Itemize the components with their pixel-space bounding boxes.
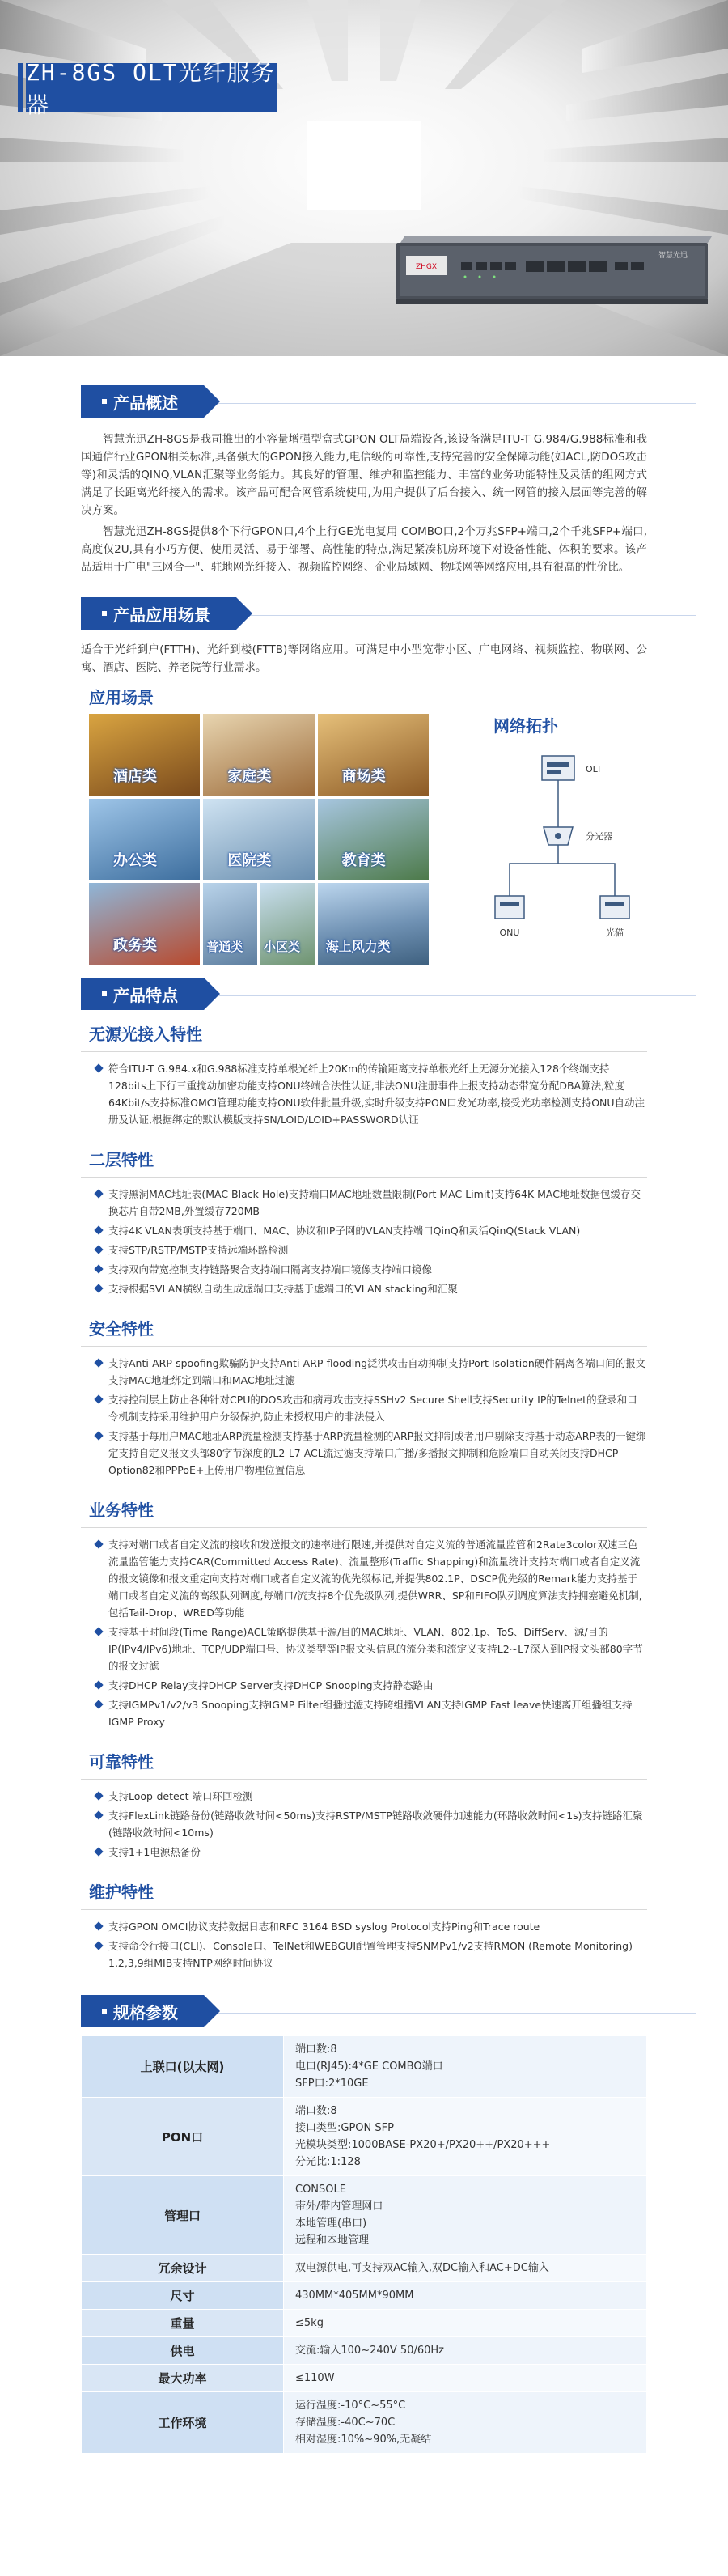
feature-group-maintenance xyxy=(81,1868,647,1979)
scene-office xyxy=(89,799,200,881)
feature-item: 符合ITU-T G.984.x和G.988标准支持单根光纤上20Km的传输距离支持单根光纤上无源分光接入128个终端支持128bits上下行三重搅动加密功能支持ONU终端合法性认证,非法ONU注册事件上报支持动态带宽分配DBA算法,粒度64Kbit/s支持标准OMCI管理功能支持ONU软件批量升级,实时升级支持PON口发光功率,接受光功率检测支持ONU自动注册及认证,根据绑定的默认模版支持SN/LOID/LOID+PASSWORD认证 xyxy=(94,1060,647,1128)
table-row xyxy=(82,2098,647,2176)
table-row xyxy=(82,2337,647,2365)
feature-item: 支持GPON OMCI协议支持数据日志和RFC 3164 BSD syslog Protocol支持Ping和Trace route xyxy=(94,1918,647,1935)
scene-caption: 海上风力类 xyxy=(325,938,391,954)
onu-icon xyxy=(495,896,524,919)
spec-value xyxy=(284,2392,647,2454)
scene-community xyxy=(260,883,315,965)
spec-key: 供电 xyxy=(82,2337,284,2365)
feature-item: 支持对端口或者自定义流的接收和发送报文的速率进行限速,并提供对自定义流的普通流量监管和2Rate3color双速三色流量监管能力支持CAR(Committed Access Rate)、流量整形(Traffic Shapping)和流量统计支持对端口或者自定义流的报文镜像和报文重定向支持对端口或者自定义流的优先级标记,并提供802.1P、DSCP优先级的Remark能力支持基于端口或者自定义流的高级队列调度,每端口/流支持8个优先级队列,提供WRR、SP和FIFO队列调度算法支持拥塞避免机制,包括Tail-Drop、WRED等功能 xyxy=(94,1536,647,1621)
feature-item: 支持STP/RSTP/MSTP支持远端环路检测 xyxy=(94,1241,647,1258)
table-row xyxy=(82,2176,647,2255)
table-row xyxy=(82,2282,647,2310)
scene-home xyxy=(203,714,314,796)
feature-item: 支持1+1电源热备份 xyxy=(94,1844,647,1861)
scenes-grid xyxy=(89,714,429,965)
specs-heading: 规格参数 xyxy=(113,2002,178,2022)
feature-group-security xyxy=(81,1305,647,1486)
olt-icon xyxy=(542,756,574,780)
feature-item: 支持黑洞MAC地址表(MAC Black Hole)支持端口MAC地址数量限制(Port MAC Limit)支持64K MAC地址数据包缓存交换芯片自带2MB,外置缓存720MB xyxy=(94,1186,647,1220)
topology-title: 网络拓扑 xyxy=(493,716,558,736)
spec-line: 远程和本地管理 xyxy=(295,2234,370,2247)
overview-section xyxy=(0,356,728,576)
features-header xyxy=(0,978,728,1010)
application-section xyxy=(0,579,728,973)
feature-item: 支持基于每用户MAC地址ARP流量检测支持基于ARP流量检测的ARP报文抑制或者用户剔除支持基于动态ARP表的一键绑定支持自定义报文头部80字节深度的L2-L7 ACL流过滤支持端口广播/多播报文抑制和危险端口自动关闭支持DHCP Option82和PPPoE+上传用户物理位置信息 xyxy=(94,1428,647,1479)
hero-banner xyxy=(0,0,728,356)
splitter-icon xyxy=(544,827,573,845)
bullet-icon xyxy=(102,991,107,996)
spec-line: 分光比:1:128 xyxy=(295,2156,361,2168)
spec-line: 端口数:8 xyxy=(295,2105,337,2117)
feature-item: 支持命令行接口(CLI)、Console口、TelNet和WEBGUI配置管理支持SNMPv1/v2支持RMON (Remote Monitoring) 1,2,3,9组MIB支持NTP网络时间协议 xyxy=(94,1937,647,1971)
scene-education xyxy=(318,799,429,881)
scene-caption: 普通类 xyxy=(206,939,243,954)
feature-group-title: 可靠特性 xyxy=(81,1738,647,1780)
spec-line: CONSOLE xyxy=(295,2183,346,2196)
scene-government xyxy=(89,883,200,965)
bullet-icon xyxy=(102,2009,107,2014)
feature-group-reliability xyxy=(81,1738,647,1868)
feature-item: 支持基于时间段(Time Range)ACL策略提供基于源/目的MAC地址、VLAN、802.1p、ToS、DiffServ、源/目的IP(IPv4/IPv6)地址、TCP/UDP端口号、协议类型等IP报文头信息的流分类和流定义支持L2~L7深入到IP报文头部80字节的报文过滤 xyxy=(94,1623,647,1674)
scene-caption: 教育类 xyxy=(341,852,386,870)
spec-line: 接口类型:GPON SFP xyxy=(295,2122,394,2134)
specs-header xyxy=(0,1995,728,2027)
features-section xyxy=(0,973,728,1979)
application-visuals xyxy=(81,681,647,973)
spec-key: 最大功率 xyxy=(82,2365,284,2392)
spec-value xyxy=(284,2255,647,2282)
fiber-modem-icon xyxy=(600,896,629,919)
scenes-title: 应用场景 xyxy=(89,688,154,707)
spec-value xyxy=(284,2310,647,2337)
scene-caption: 办公类 xyxy=(113,852,157,870)
spec-key: 重量 xyxy=(82,2310,284,2337)
spec-line: 端口数:8 xyxy=(295,2043,337,2056)
spec-line: 存储温度:-40C~70C xyxy=(295,2417,396,2429)
spec-line: 运行温度:-10°C~55°C xyxy=(295,2400,406,2412)
scene-hotel xyxy=(89,714,200,796)
feature-item: 支持Anti-ARP-spoofing欺骗防护支持Anti-ARP-flooding泛洪攻击自动抑制支持Port Isolation硬件隔离各端口间的报文支持MAC地址绑定到端口和MAC地址过滤 xyxy=(94,1355,647,1389)
spec-value xyxy=(284,2282,647,2310)
spec-line: ≤110W xyxy=(295,2372,335,2384)
spec-key: 管理口 xyxy=(82,2176,284,2255)
table-row xyxy=(82,2392,647,2454)
scene-caption: 家庭类 xyxy=(227,767,272,785)
feature-group-title: 业务特性 xyxy=(81,1486,647,1528)
spec-value xyxy=(284,2337,647,2365)
feature-group-service xyxy=(81,1486,647,1738)
scene-caption: 小区类 xyxy=(263,939,300,954)
spec-line: 交流:输入100~240V 50/60Hz xyxy=(295,2345,444,2357)
network-topology-diagram xyxy=(485,714,647,965)
spec-line: 相对湿度:10%~90%,无凝结 xyxy=(295,2434,432,2446)
feature-item: 支持4K VLAN表项支持基于端口、MAC、协议和IP子网的VLAN支持端口QinQ和灵活QinQ(Stack VLAN) xyxy=(94,1222,647,1239)
feature-item: 支持FlexLink链路备份(链路收敛时间<50ms)支持RSTP/MSTP链路收敛硬件加速能力(环路收敛时间<1s)支持链路汇聚(链路收敛时间<10ms) xyxy=(94,1807,647,1841)
scene-caption: 政务类 xyxy=(113,936,157,954)
scene-caption: 酒店类 xyxy=(113,767,157,785)
feature-group-title: 安全特性 xyxy=(81,1305,647,1347)
spec-line: ≤5kg xyxy=(295,2317,324,2329)
table-row xyxy=(82,2365,647,2392)
spec-line: 光模块类型:1000BASE-PX20+/PX20++/PX20+++ xyxy=(295,2139,551,2151)
splitter-label: 分光器 xyxy=(586,831,612,842)
spec-table xyxy=(81,2035,647,2454)
spec-line: 电口(RJ45):4*GE COMBO端口 xyxy=(295,2060,443,2073)
spec-line: 双电源供电,可支持双AC输入,双DC输入和AC+DC输入 xyxy=(295,2262,549,2274)
feature-group-title: 二层特性 xyxy=(81,1135,647,1178)
application-header xyxy=(0,597,728,630)
olt-label: OLT xyxy=(586,764,602,774)
scene-mall xyxy=(318,714,429,796)
spec-line: SFP口:2*10GE xyxy=(295,2077,369,2090)
feature-group-layer2 xyxy=(81,1135,647,1305)
feature-item: 支持Loop-detect 端口环回检测 xyxy=(94,1788,647,1805)
table-row xyxy=(82,2310,647,2337)
table-row xyxy=(82,2036,647,2098)
olt-device-image xyxy=(388,236,712,309)
scene-hospital xyxy=(203,799,314,881)
overview-header xyxy=(0,385,728,418)
fiber-label: 光猫 xyxy=(606,927,624,938)
spec-key: PON口 xyxy=(82,2098,284,2176)
spec-line: 430MM*405MM*90MM xyxy=(295,2290,414,2302)
scene-general xyxy=(203,883,257,965)
spec-value xyxy=(284,2036,647,2098)
feature-item: 支持双向带宽控制支持链路聚合支持端口隔离支持端口镜像支持端口镜像 xyxy=(94,1261,647,1278)
spec-line: 本地管理(串口) xyxy=(295,2217,367,2230)
bullet-icon xyxy=(102,611,107,616)
specs-section xyxy=(0,1979,728,2470)
feature-item: 支持控制层上防止各种针对CPU的DOS攻击和病毒攻击支持SSHv2 Secure Shell支持Security IP的Telnet的登录和口令机制支持采用维护用户分级保护,防止未授权用户的非法侵入 xyxy=(94,1391,647,1425)
overview-text xyxy=(0,418,728,576)
overview-paragraph: 智慧光迅ZH-8GS是我司推出的小容量增强型盒式GPON OLT局端设备,该设备满足ITU-T G.984/G.988标准和我国通信行业GPON相关标准,具备强大的GPON接入能力,电信级的可靠性,支持完善的安全保障功能(如ACL,防DOS攻击等)和灵活的QINQ,VLAN汇聚等业务能力。其良好的管理、维护和监控能力、丰富的业务功能特性及灵活的组网方式满足了长距离光纤接入的需求。该产品可配合网管系统使用,为用户提供了后台接入、统一网管的接入层面等完善的解决方案。 xyxy=(81,433,647,517)
spec-line: 带外/带内管理网口 xyxy=(295,2200,383,2213)
spec-key: 尺寸 xyxy=(82,2282,284,2310)
scene-pair xyxy=(203,883,314,965)
feature-group-title: 维护特性 xyxy=(81,1868,647,1910)
hero-title-accent xyxy=(18,63,23,112)
application-heading: 产品应用场景 xyxy=(113,605,210,625)
bullet-icon xyxy=(102,399,107,404)
table-row xyxy=(82,2255,647,2282)
spec-key: 工作环境 xyxy=(82,2392,284,2454)
feature-item: 支持根据SVLAN横纵自动生成虚端口支持基于虚端口的VLAN stacking和汇聚 xyxy=(94,1280,647,1297)
spec-key: 上联口(以太网) xyxy=(82,2036,284,2098)
scene-offshore-wind xyxy=(318,883,429,965)
feature-item: 支持DHCP Relay支持DHCP Server支持DHCP Snooping支持静态路由 xyxy=(94,1677,647,1694)
product-title: ZH-8GS OLT光纤服务器 xyxy=(26,59,276,118)
feature-item: 支持IGMPv1/v2/v3 Snooping支持IGMP Filter组播过滤支持跨组播VLAN支持IGMP Fast leave快速离开组播组支持IGMP Proxy xyxy=(94,1696,647,1730)
spec-value xyxy=(284,2098,647,2176)
device-logo: ZHGX xyxy=(415,263,438,271)
scene-caption: 医院类 xyxy=(227,852,272,870)
scene-caption: 商场类 xyxy=(341,767,386,785)
spec-value xyxy=(284,2176,647,2255)
overview-paragraph: 智慧光迅ZH-8GS提供8个下行GPON口,4个上行GE光电复用 COMBO口,2个万兆SFP+端口,2个千兆SFP+端口,高度仅2U,具有小巧方便、使用灵活、易于部署、高性能的特点,满足紧凑机房环境下对设备性能、体积的要求。该产品适用于广电"三网合一"、驻地网光纤接入、视频监控网络、企业局域网、物联网等网络应用,具有很高的性价比。 xyxy=(81,525,647,574)
spec-value xyxy=(284,2365,647,2392)
features-heading: 产品特点 xyxy=(113,985,178,1005)
device-brand: 智慧光迅 xyxy=(658,252,688,260)
feature-group-pon xyxy=(81,1010,647,1135)
onu-label: ONU xyxy=(499,927,520,938)
spec-key: 冗余设计 xyxy=(82,2255,284,2282)
feature-group-title: 无源光接入特性 xyxy=(81,1010,647,1052)
application-intro: 适合于光纤到户(FTTH)、光纤到楼(FTTB)等网络应用。可满足中小型宽带小区、广电网络、视频监控、物联网、公寓、酒店、医院、养老院等行业需求。 xyxy=(81,643,647,674)
overview-heading: 产品概述 xyxy=(113,393,178,413)
